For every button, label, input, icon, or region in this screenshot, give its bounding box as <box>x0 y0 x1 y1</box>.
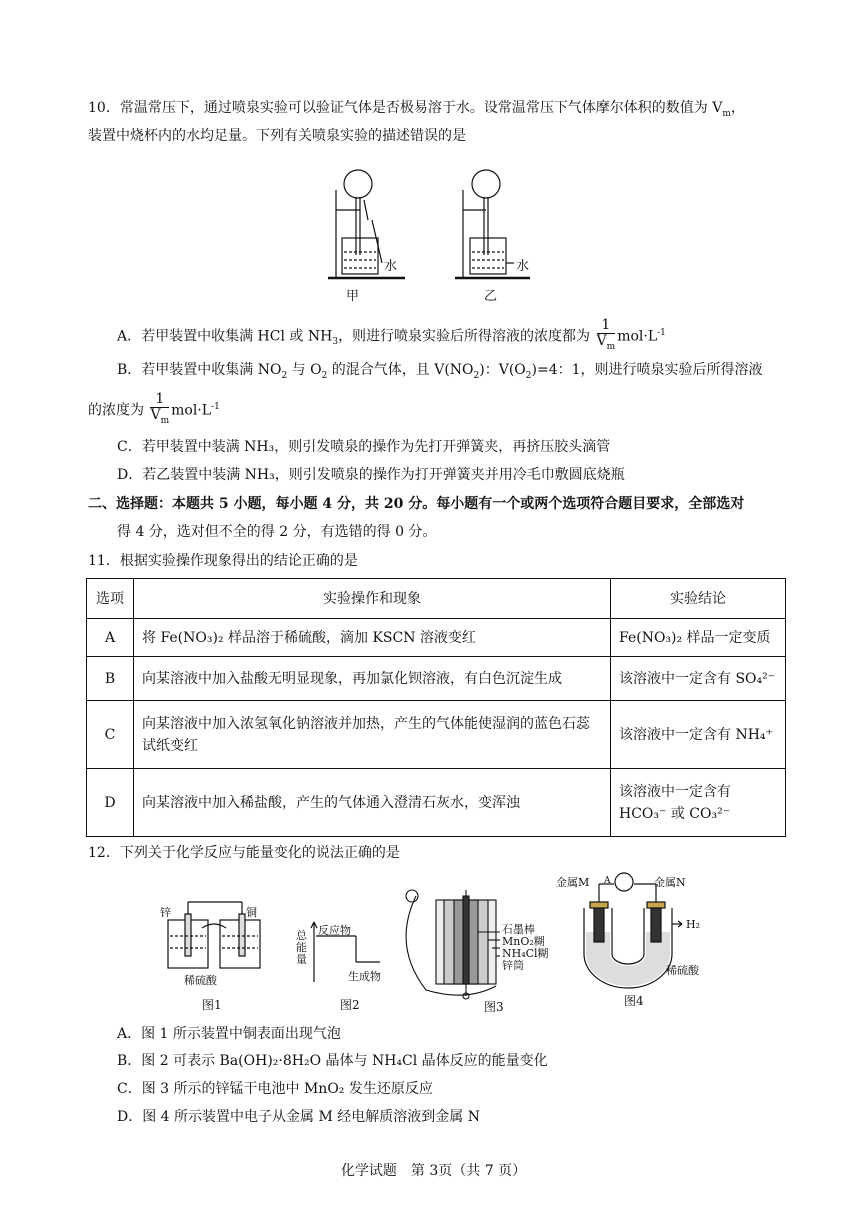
table-cell-operation: 向某溶液中加入盐酸无明显现象，再加氯化钡溶液，有白色沉淀生成 <box>134 657 611 701</box>
table-cell-conclusion: Fe(NO₃)₂ 样品一定变质 <box>611 619 786 657</box>
q10-option-d[interactable]: D．若乙装置中装满 NH₃，则引发喷泉的操作为打开弹簧夹并用冷毛巾敷圆底烧瓶 <box>117 467 625 483</box>
fraction: $\frac{1}{V_m}$ <box>596 317 616 352</box>
table-row <box>87 657 786 701</box>
fig3-label-mno2: MnO₂糊 <box>502 935 545 948</box>
table-cell-option: B <box>87 657 134 701</box>
table-header-cell: 选项 <box>87 579 134 619</box>
q10-option-b-line2: 的浓度为 $\frac{1}{V_m}$ $mol\cdot L^{-1}$ <box>88 392 220 429</box>
fig1-copper-label: 铜 <box>246 906 257 919</box>
fig4-h2-label: H₂ <box>686 918 701 931</box>
q12-option-b[interactable]: B．图 2 可表示 Ba(OH)₂·8H₂O 晶体与 NH₄Cl 晶体反应的能量变化 <box>117 1053 548 1069</box>
fig2-ylabel: 总能量 <box>296 929 307 966</box>
fig4-acid-label: 稀硫酸 <box>666 964 699 977</box>
table-header-cell: 实验结论 <box>611 579 786 619</box>
q11-stem: 11．根据实验操作现象得出的结论正确的是 <box>88 553 358 569</box>
fig1-caption: 图1 <box>202 998 222 1012</box>
table-header-row <box>87 579 786 619</box>
fig2-reactant-label: 反应物 <box>318 924 351 937</box>
fountain-apparatus-figure <box>320 160 540 305</box>
section2-heading: 二、选择题：本题共 5 小题，每小题 4 分，共 20 分。每小题有一个或两个选项符合题目要求，全部选对 <box>88 496 745 512</box>
table-cell-option: A <box>87 619 134 657</box>
table-cell-conclusion: 该溶液中一定含有 NH₄⁺ <box>611 701 786 769</box>
fig4-metal-m-label: 金属M <box>556 876 590 889</box>
q12-option-c[interactable]: C．图 3 所示的锌锰干电池中 MnO₂ 发生还原反应 <box>117 1081 433 1097</box>
table-cell-operation: 向某溶液中加入稀盐酸，产生的气体通入澄清石灰水，变浑浊 <box>134 769 611 837</box>
fig4-metal-n-label: 金属N <box>654 876 686 889</box>
table-cell-option: D <box>87 769 134 837</box>
table-cell-conclusion: 该溶液中一定含有 HCO₃⁻ 或 CO₃²⁻ <box>611 769 786 837</box>
q12-option-d[interactable]: D．图 4 所示装置中电子从金属 M 经电解质溶液到金属 N <box>117 1109 480 1125</box>
table-row <box>87 619 786 657</box>
fig4-ammeter-label: A <box>604 876 611 886</box>
table-cell-operation: 向某溶液中加入浓氢氧化钠溶液并加热，产生的气体能使湿润的蓝色石蕊试纸变红 <box>134 701 611 769</box>
fig-label-jia: 甲 <box>346 289 360 304</box>
q10-option-a[interactable]: A．若甲装置中收集满 HCl 或 $NH_3$，则进行喷泉实验后所得溶液的浓度都为 $\frac{1}{V_m}$ $mol\cdot L^{-1}$ <box>117 318 666 355</box>
fig3-label-zinc-can: 锌筒 <box>502 959 524 972</box>
q10-option-c[interactable]: C．若甲装置中装满 NH₃，则引发喷泉的操作为先打开弹簧夹，再挤压胶头滴管 <box>117 439 611 455</box>
table-cell-conclusion: 该溶液中一定含有 SO₄²⁻ <box>611 657 786 701</box>
table-row <box>87 769 786 837</box>
q10-stem-line1: 10．常温常压下，通过喷泉实验可以验证气体是否极易溶于水。设常温常压下气体摩尔体积的数值为 $V_m$， <box>88 100 745 119</box>
q10-option-b[interactable]: B．若甲装置中收集满 $NO_2$ 与 $O_2$ 的混合气体，且 $V(NO_2)$：$V(O_2)=4$：1，则进行喷泉实验后所得溶液 <box>117 362 763 381</box>
fraction: $\frac{1}{V_m}$ <box>150 391 170 426</box>
table-cell-operation: 将 Fe(NO₃)₂ 样品溶于稀硫酸，滴加 KSCN 溶液变红 <box>134 619 611 657</box>
fig1-zinc-label: 锌 <box>160 906 171 919</box>
fig-water-label-yi: 水 <box>516 259 530 274</box>
fig1-acid-label: 稀硫酸 <box>184 974 217 987</box>
q10-stem-line2: 装置中烧杯内的水均足量。下列有关喷泉实验的描述错误的是 <box>88 128 466 144</box>
q12-option-a[interactable]: A．图 1 所示装置中铜表面出现气泡 <box>117 1026 341 1042</box>
fig4-caption: 图4 <box>624 994 644 1008</box>
fig3-caption: 图3 <box>484 1000 504 1014</box>
fig3-label-graphite: 石墨棒 <box>502 923 535 936</box>
section2-heading-line2: 得 4 分，选对但不全的得 2 分，有选错的得 0 分。 <box>117 524 437 540</box>
q11-table <box>86 578 786 837</box>
fig2-caption: 图2 <box>340 998 360 1012</box>
table-row <box>87 701 786 769</box>
fig3-label-nh4cl: NH₄Cl糊 <box>502 947 549 960</box>
table-cell-option: C <box>87 701 134 769</box>
fig-water-label-jia: 水 <box>384 259 398 274</box>
fig-label-yi: 乙 <box>484 289 498 304</box>
table-header-cell: 实验操作和现象 <box>134 579 611 619</box>
page-footer: 化学试题 第 3页（共 7 页） <box>340 1163 527 1179</box>
q12-stem: 12．下列关于化学反应与能量变化的说法正确的是 <box>88 845 400 861</box>
fig2-product-label: 生成物 <box>348 970 381 983</box>
